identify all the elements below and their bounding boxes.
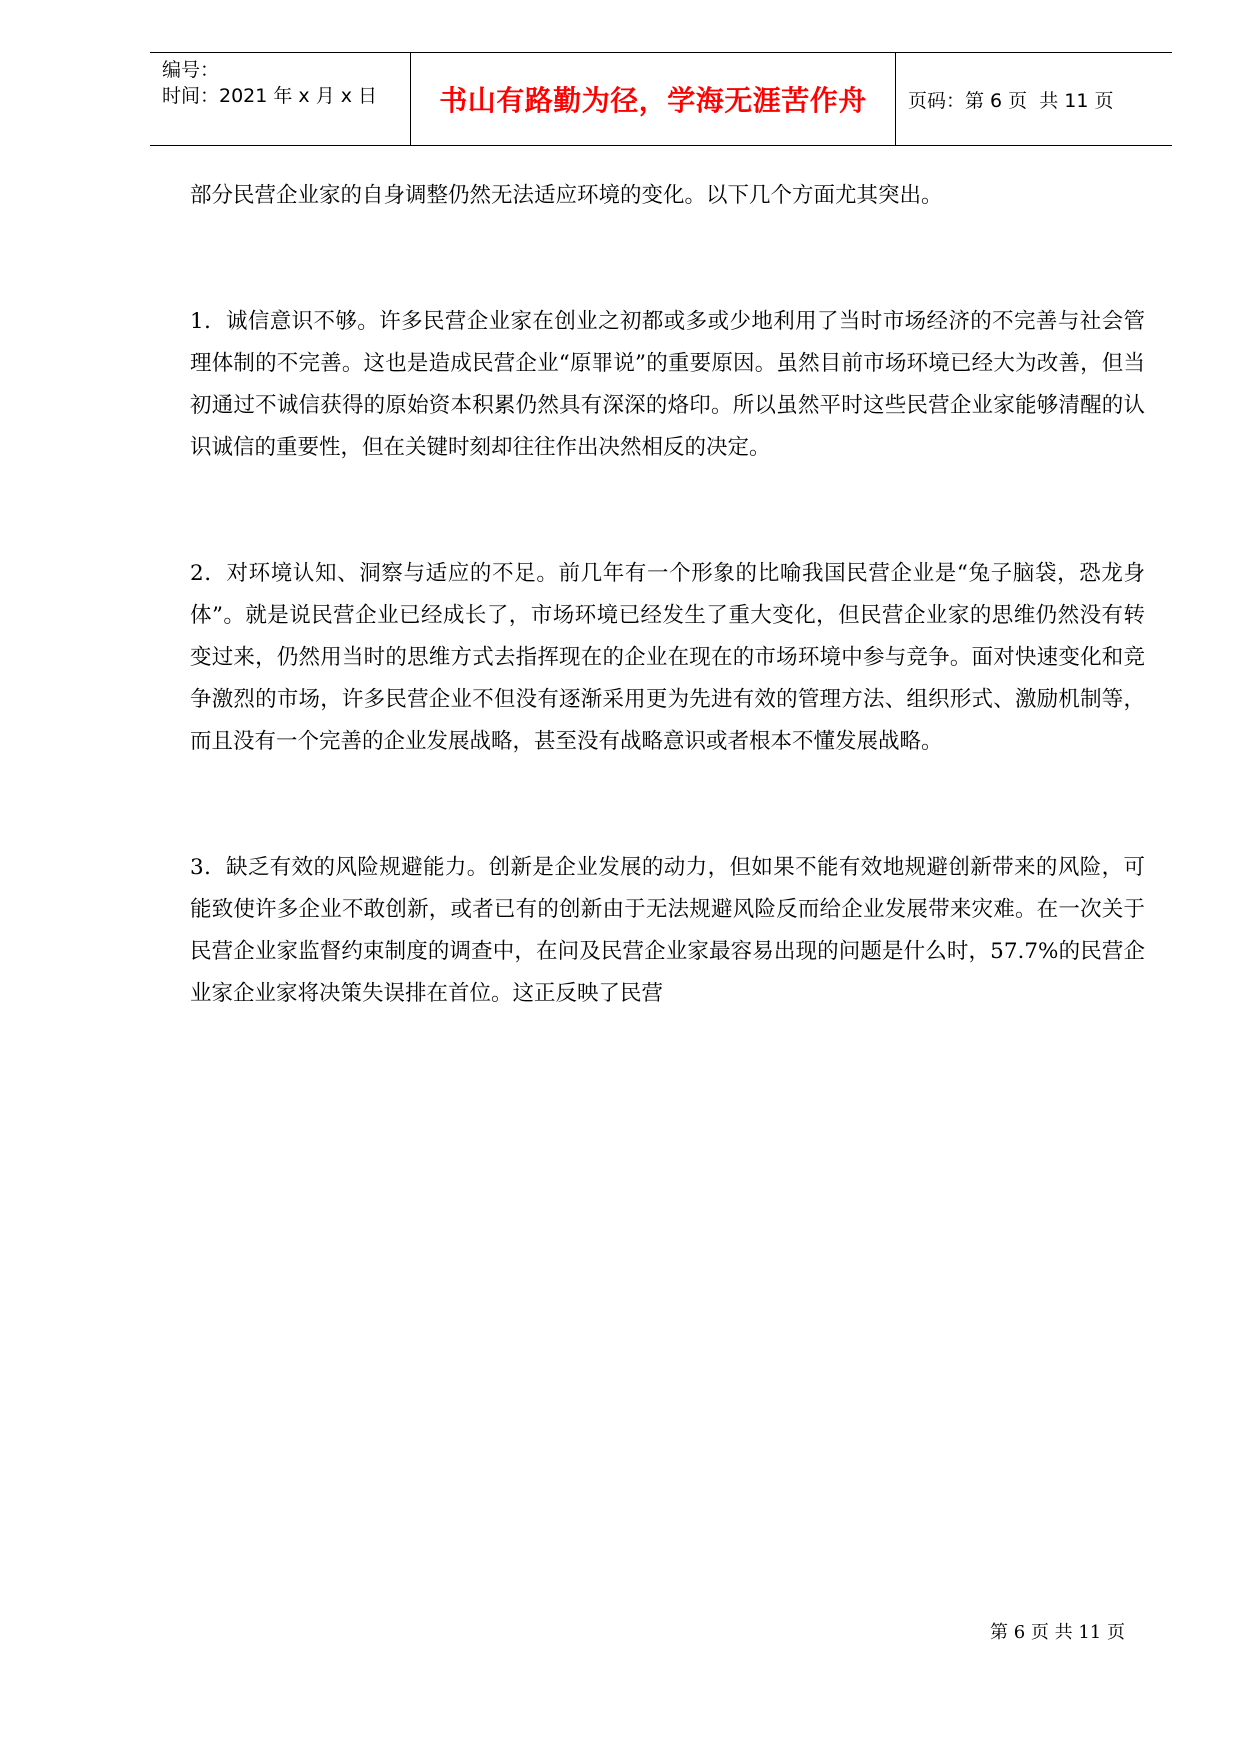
document-time-label: 时间：2021 年 x 月 x 日: [162, 85, 378, 107]
header-page-info: [896, 53, 1172, 145]
page-header: [150, 52, 1172, 146]
document-number-label: 编号：: [162, 59, 220, 81]
point-1-paragraph: 1．诚信意识不够。许多民营企业家在创业之初都或多或少地利用了当时市场经济的不完善与社会管理体制的不完善。这也是造成民营企业“原罪说”的重要原因。虽然目前市场环境已经大为改善，但当初通过不诚信获得的原始资本积累仍然具有深深的烙印。所以虽然平时这些民营企业家能够清醒的认识诚信的重要性，但在关键时刻却往往作出决然相反的决定。: [190, 309, 1145, 460]
intro-paragraph: 部分民营企业家的自身调整仍然无法适应环境的变化。以下几个方面尤其突出。: [190, 183, 943, 208]
header-meta: [150, 53, 411, 145]
header-motto: 书山有路勤为径，学海无涯苦作舟: [411, 53, 896, 145]
page-footer: 第 6 页 共 11 页: [990, 1622, 1125, 1643]
point-2-paragraph: 2．对环境认知、洞察与适应的不足。前几年有一个形象的比喻我国民营企业是“兔子脑袋，恐龙身体”。就是说民营企业已经成长了，市场环境已经发生了重大变化，但民营企业家的思维仍然没有转变过来，仍然用当时的思维方式去指挥现在的企业在现在的市场环境中参与竞争。面对快速变化和竞争激烈的市场，许多民营企业不但没有逐渐采用更为先进有效的管理方法、组织形式、激励机制等，而且没有一个完善的企业发展战略，甚至没有战略意识或者根本不懂发展战略。: [190, 561, 1145, 754]
header-page-info-text: 页码：第 6 页 共 11 页: [908, 89, 1114, 112]
document-body: [190, 175, 1145, 1015]
point-3-paragraph: 3．缺乏有效的风险规避能力。创新是企业发展的动力，但如果不能有效地规避创新带来的风险，可能致使许多企业不敢创新，或者已有的创新由于无法规避风险反而给企业发展带来灾难。在一次关于民营企业家监督约束制度的调查中，在问及民营企业家最容易出现的问题是什么时，57.7%的民营企业家企业家将决策失误排在首位。这正反映了民营: [190, 855, 1145, 1006]
